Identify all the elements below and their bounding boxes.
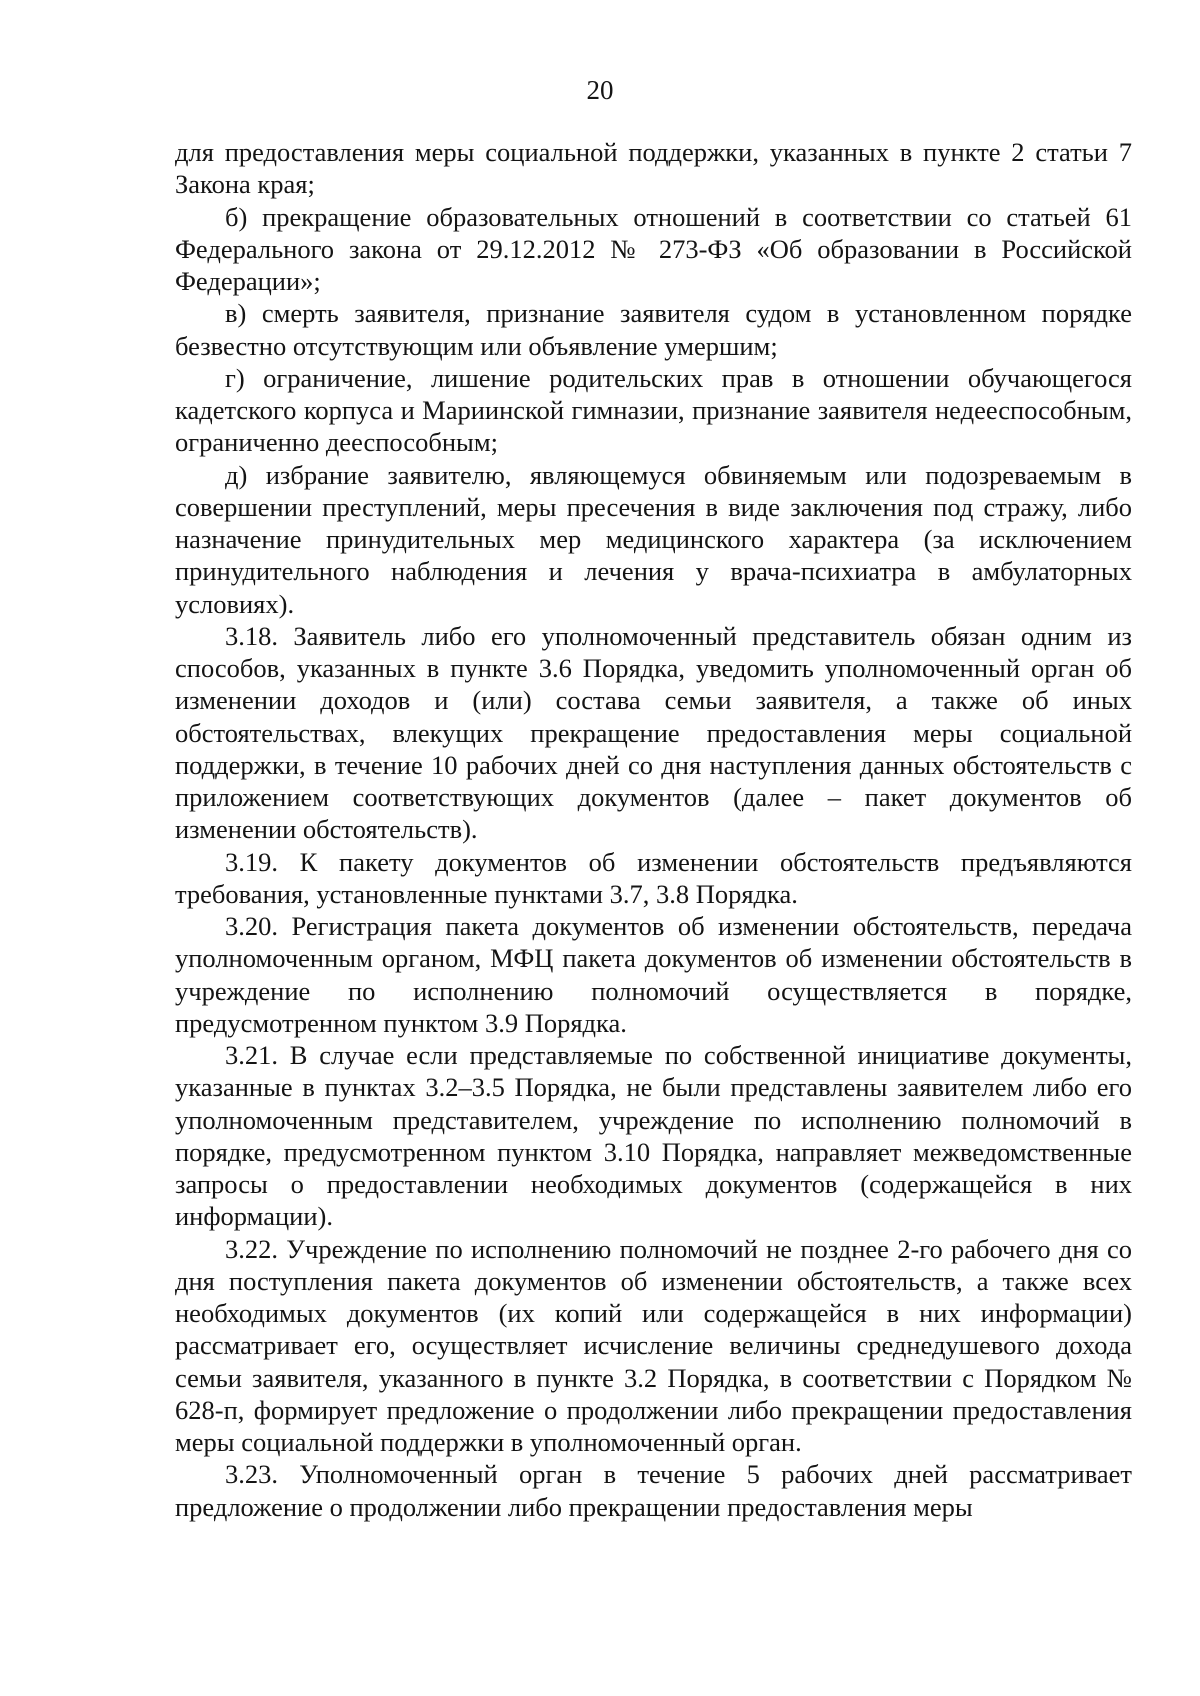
page-number: 20 bbox=[586, 75, 614, 105]
paragraph-item-g: г) ограничение, лишение родительских прав в отношении обучающегося кадетского корпуса и Мариинской гимназии, признание заявителя недееспособным, ограниченно дееспособным; bbox=[175, 362, 1132, 458]
paragraph-3-23: 3.23. Уполномоченный орган в течение 5 рабочих дней рассматривает предложение о продолжении либо прекращении предоставления меры bbox=[175, 1459, 1132, 1522]
paragraph-item-v: в) смерть заявителя, признание заявителя судом в установленном порядке безвестно отсутствующим или объявление умершим; bbox=[175, 298, 1132, 361]
paragraph-3-20: 3.20. Регистрация пакета документов об изменении обстоятельств, передача уполномоченным органом, МФЦ пакета документов об изменении обстоятельств в учреждение по исполнению полномочий осуществляется в порядке, предусмотренном пунктом 3.9 Порядка. bbox=[175, 911, 1132, 1038]
paragraph-continuation: для предоставления меры социальной поддержки, указанных в пункте 2 статьи 7 Закона края; bbox=[175, 137, 1132, 200]
paragraph-3-19: 3.19. К пакету документов об изменении обстоятельств предъявляются требования, установленные пунктами 3.7, 3.8 Порядка. bbox=[175, 846, 1132, 909]
paragraph-item-d: д) избрание заявителю, являющемуся обвиняемым или подозреваемым в совершении преступлений, меры пресечения в виде заключения под стражу, либо назначение принудительных мер медицинского характера (за исключением принудительного наблюдения и лечения у врача-психиатра в амбулаторных условиях). bbox=[175, 459, 1132, 619]
document-body bbox=[175, 136, 1132, 1523]
paragraph-3-22: 3.22. Учреждение по исполнению полномочий не позднее 2-го рабочего дня со дня поступления пакета документов об изменении обстоятельств, а также всех необходимых документов (их копий или содержащейся в них информации) рассматривает его, осуществляет исчисление величины среднедушевого дохода семьи заявителя, указанного в пункте 3.2 Порядка, в соответствии с Порядком № 628-п, формирует предложение о продолжении либо прекращении предоставления меры социальной поддержки в уполномоченный орган. bbox=[175, 1233, 1132, 1457]
paragraph-3-18: 3.18. Заявитель либо его уполномоченный представитель обязан одним из способов, указанных в пункте 3.6 Порядка, уведомить уполномоченный орган об изменении доходов и (или) состава семьи заявителя, а также об иных обстоятельствах, влекущих прекращение предоставления меры социальной поддержки, в течение 10 рабочих дней со дня наступления данных обстоятельств с приложением соответствующих документов (далее – пакет документов об изменении обстоятельств). bbox=[175, 620, 1132, 845]
paragraph-item-b: б) прекращение образовательных отношений в соответствии со статьей 61 Федерального закона от 29.12.2012 № 273-ФЗ «Об образовании в Российской Федерации»; bbox=[175, 201, 1132, 296]
paragraph-3-21: 3.21. В случае если представляемые по собственной инициативе документы, указанные в пунктах 3.2–3.5 Порядка, не были представлены заявителем либо его уполномоченным представителем, учреждение по исполнению полномочий в порядке, предусмотренном пунктом 3.10 Порядка, направляет межведомственные запросы о предоставлении необходимых документов (содержащейся в них информации). bbox=[175, 1040, 1132, 1232]
